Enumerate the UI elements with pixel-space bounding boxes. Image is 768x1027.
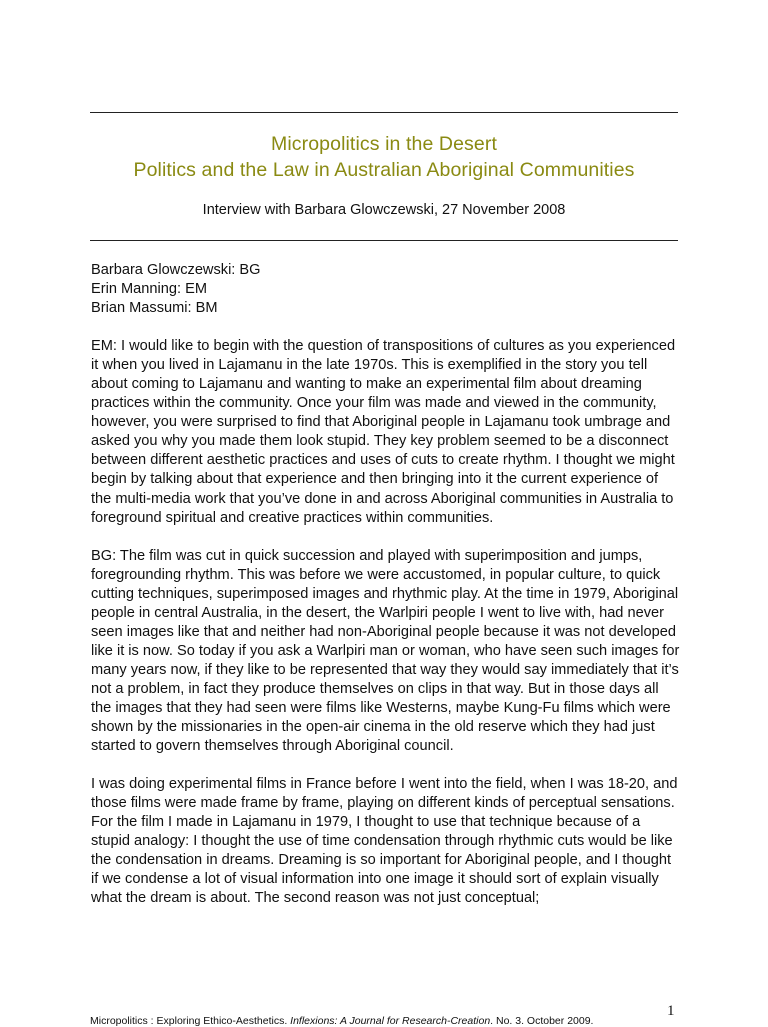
speaker-entry: Barbara Glowczewski: BG bbox=[91, 262, 261, 278]
speaker-entry: Brian Massumi: BM bbox=[91, 300, 218, 317]
page-footer bbox=[90, 1015, 593, 1027]
document-body bbox=[91, 261, 681, 927]
paragraph: I was doing experimental films in France before I went into the field, when I was 18-20, and those films were made frame by frame, playing on different kinds of perceptual sensations. For the film I made in Lajamanu in 1979, I thought to use that technique because of a stupid analogy: I thought the use of time condensation through rhythmic cuts would be like the condensation in dreams. Dreaming is so important for Aboriginal people, and I thought if we condense a lot of visual information into one image it should sort of explain visually what the dream is about. The second reason was not just conceptual; bbox=[91, 776, 678, 907]
footer-journal-title: Inflexions: A Journal for Research-Creation bbox=[290, 1015, 491, 1027]
paragraph: BG: The film was cut in quick succession and played with superimposition and jumps, foregrounding rhythm. This was before we were accustomed, in popular culture, to quick cutting techniques, superimposed images and rhythmic play. At the time in 1979, Aboriginal people in central Australia, in the desert, the Warlpiri people I went to live with, had never seen images like that and neither had non-Aboriginal people because it was not developed like it is now. So today if you ask a Warlpiri man or woman, who have seen such images for many years now, if they like to be represented that way they would say immediately that it’s not a problem, in fact they produce themselves on clips in that way. But in those days all the images that they had seen were films like Westerns, maybe Kung-Fu films which were shown by the missionaries in the open-air cinema in the old reserve which they had just started to govern themselves through Aboriginal council. bbox=[91, 547, 680, 755]
footer-prefix: Micropolitics : Exploring Ethico-Aesthetics. bbox=[90, 1015, 288, 1027]
header-bottom-rule bbox=[90, 240, 678, 241]
document-title-subline: Politics and the Law in Australian Aboriginal Communities bbox=[133, 159, 635, 181]
paragraph: EM: I would like to begin with the question of transpositions of cultures as you experienced it when you lived in Lajamanu in the late 1970s. This is exemplified in the story you tell about coming to Lajamanu and wanting to make an experimental film about dreaming practices within the community. Once your film was made and viewed in the community, however, you were surprised to find that Aboriginal people in Lajamanu took umbrage and asked you why you made them look stupid. They key problem seemed to be a disconnect between different aesthetic practices and uses of cuts to create rhythm. I thought we might begin by talking about that experience and then bringing into it the current experience of the multi-media work that you’ve done in and across Aboriginal communities in Australia to foreground spiritual and creative practices within communities. bbox=[91, 338, 676, 526]
page-number: 1 bbox=[667, 1003, 675, 1019]
document-title: Micropolitics in the Desert bbox=[271, 133, 497, 155]
interview-subtitle: Interview with Barbara Glowczewski, 27 November 2008 bbox=[202, 202, 566, 218]
footer-issue: . No. 3. October 2009. bbox=[490, 1015, 594, 1027]
speaker-entry: Erin Manning: EM bbox=[91, 281, 207, 298]
speaker-list bbox=[91, 261, 681, 318]
header-top-rule bbox=[90, 112, 678, 113]
